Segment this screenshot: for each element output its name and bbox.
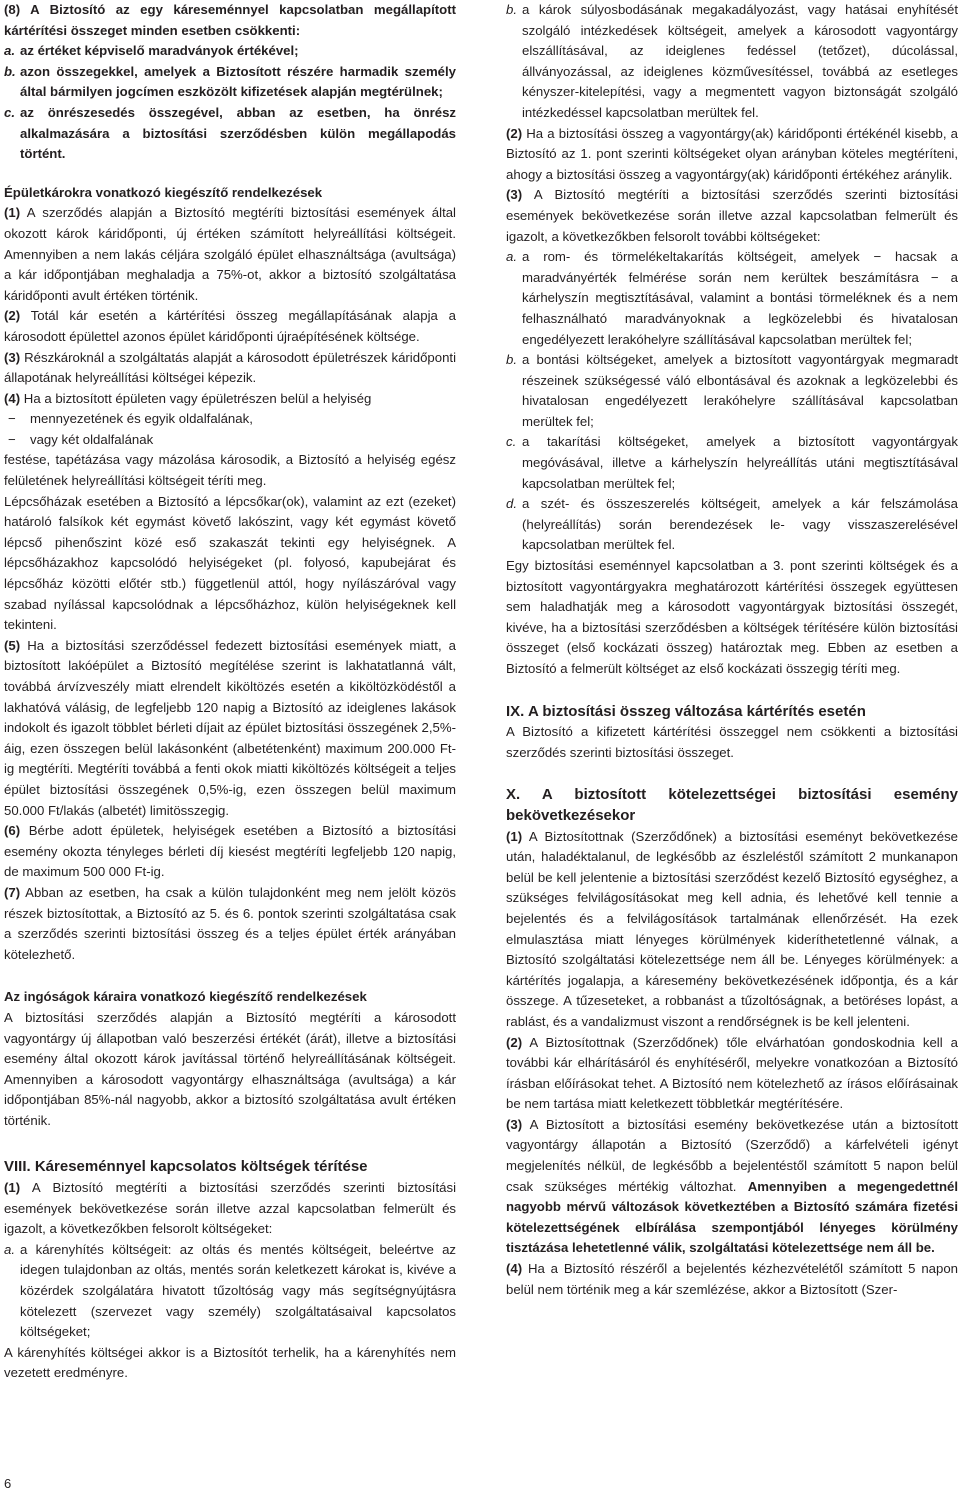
paragraph: (4) Ha a Biztosító részéről a bejelentés kézhezvételétől számított 5 napon belül nem történik meg a kár szemlézése, akkor a Biztosított (Szer- [506, 1261, 958, 1297]
paragraph: (1) A Biztosítottnak (Szerződőnek) a biztosítási eseményt bekövetkezése után, haladéktalanul, de legkésőbb az észleléstől számított 2 munkanapon belül be kell jelentenie a biztosítási szerződést kezelő Biztosító egységhez, a szükséges felvilágosításokat meg kell adnia, és lehetővé kell tennie a bejelentés és a felvilágosítások tartalmának ellenőrzését. Ha ezek elmulasztása miatt lényeges körülmények kideríthetetlenné válnak, a Biztosító szolgáltatási kötelezettsége nem áll be. Lényeges körülmények: a kártérítés jogalapja, a káresemény bekövetkezésének időpontja, és a kár összege. A tűzeseteket, a robbanást a tűzoltóságnak, a betöréses lopást, a rablást, és a vandalizmust viszont a rendőrségnek is be kell jelenteni. [506, 828, 959, 1029]
section-x-title: X. A biztosított kötelezettségei biztosítási esemény bekövetkezésekor [506, 786, 958, 824]
paragraph: Lépcsőházak esetében a Biztosító a lépcsőkar(ok), valamint az ezt (ezeket) határoló falsíkok két egymást követő lakószint, vagy két egymást követő lépcső pihenőszint közé eső szakaszát tekinti egy helyiségnek. A lépcsőházakhoz kapcsolódó helyiségeket (pl. folyosó, kapubejárat és lépcsőház közötti előtér stb.) függetlenül attól, hogy nyílászáróval vagy szabad nyílással kapcsolódnak a lépcsőházhoz, külön helyiségeknek kell tekinteni. [4, 493, 456, 633]
clause-8: (8) A Biztosító az egy káreseménnyel kapcsolatban megállapított kártérítési összeget minden esetben csökkenti: [4, 2, 456, 38]
paragraph: (2) A Biztosítottnak (Szerződőnek) tőle elvárhatóan gondoskodnia kell a további kár elhárításáról és enyhítéséről, melyekre vonatkozóan a Biztosító írásban előírásokat tehet. A Biztosító nem kötelezhető az írásos előírásainak be nem tartása miatt keletkezett többletkár megtérítésére. [506, 1034, 958, 1112]
paragraph: (5) Ha a biztosítási szerződéssel fedezett biztosítási események miatt, a biztosított lakóépület a Biztosító megítélése szerint is lakhatatlanná vált, továbbá árvízveszély miatt elrendelt kiköltözés esetén a kiköltözködéstől a lakhatóvá válásig, de legfeljebb 120 napig a Biztosító az ideiglenes lakások indokolt és igazolt többlet bérleti díjait az épület biztosítási összegének 2,5%-áig, ezen összegen belül lakásonként (albetétenként) maximum 200.000 Ft-ig megtéríti. Megtéríti továbbá a fenti okok miatti kiköltözés költségeit a teljes épület biztosítási összegének 0,5%-ig, ezen összegen belül maximum 50.000 Ft/lakás (albetét) limitösszegig. [4, 637, 456, 818]
left-column [4, 0, 456, 1384]
list-item: c. a takarítási költségeket, amelyek a biztosított vagyontárgyak megóvásával, illetve a kárhelyszín helyreállítás utáni megtisztításával kapcsolatban merültek fel; [506, 434, 958, 491]
list-item: d. a szét- és összeszerelés költségeit, amelyek a kár felszámolása (helyreállítás) során berendezések le- vagy visszaszerelésével kapcsolatban merültek fel. [506, 496, 958, 553]
paragraph: (3) A Biztosító megtéríti a biztosítási szerződés szerinti biztosítási események bekövetkezése során illetve azzal kapcsolatban felmerült és igazolt, a következőkben felsorolt további költségeket: [506, 187, 958, 244]
right-column [506, 0, 958, 1300]
building-section-title: Épületkárokra vonatkozó kiegészítő rendelkezések [4, 184, 323, 200]
movables-section-title: Az ingóságok káraira vonatkozó kiegészítő rendelkezések [4, 989, 367, 1005]
paragraph: (1) A Biztosító megtéríti a biztosítási szerződés szerinti biztosítási események bekövetkezése során illetve azzal kapcsolatban felmerült és igazolt, a következőkben felsorolt költségeket: [4, 1180, 456, 1237]
reduction-clause [4, 0, 456, 165]
list-item: a. a kárenyhítés költségeit: az oltás és mentés költségeit, beleértve az idegen tulajdonban az oltás, mentés során keletkezett károkat is, kivéve a közérdek szolgálatára hivatott tűzoltóság vagy más segítségnyújtásra kötelezett (szervezet vagy személy) szolgáltatásaival kapcsolatos költségeket; [4, 1241, 456, 1340]
section-viii-title: VIII. Káreseménnyel kapcsolatos költségek térítése [4, 1158, 368, 1176]
paragraph: festése, tapétázása vagy mázolása károsodik, a Biztosító a helyiség egész felületének helyreállítási költségeit téríti meg. [4, 452, 456, 489]
paragraph: (2) Totál kár esetén a kártérítési összeg megállapításának alapja a károsodott épülettel azonos épület káridőponti újraépítésének költsége. [4, 308, 456, 344]
list-item: b. a károk súlyosbodásának megakadályozást, vagy hatásai enyhítését szolgáló intézkedések költségeit, amelyek a károsodott vagyontárgy elszállításával, az ideiglenes fedéssel (tetőzet), dúcolással, állványozással, az ideiglenes közművesítéssel, továbbá az esetleges kényszer-kitelepítési, vagy a megmentett vagyon biztonságát szolgáló intézkedéssel kapcsolatban merültek fel. [506, 2, 958, 120]
list-item: a. az értéket képviselő maradványok értékével; [4, 43, 299, 59]
paragraph: (1) A szerződés alapján a Biztosító megtéríti biztosítási események által okozott károk káridőponti, új értéken számított helyreállítási költségeit. Amennyiben a nem lakás céljára szolgáló épület elhasználtsága (avultsága) a kár időpontjában meghaladja a 75%-ot, akkor a biztosító szolgáltatása káridőponti avult értéken történik. [4, 205, 456, 303]
paragraph: (4) Ha a biztosított épületen vagy épületrészen belül a helyiség [4, 390, 372, 406]
list-item: a. a rom- és törmelékeltakarítás költségeit, amelyek − hacsak a maradványérték felmérése során nem kerültek beszámításra − a kárhelyszín megtisztításával, valamint a bontási törmeléknek és a nem felhasználható maradványoknak a legközelebbi és hivatalosan engedélyezett lerakóhelyre szállításával kapcsolatban merültek fel; [506, 249, 958, 347]
paragraph: A kárenyhítés költségei akkor is a Biztosítót terhelik, ha a kárenyhítés nem vezetett eredményre. [4, 1344, 456, 1381]
section-ix-title: IX. A biztosítási összeg változása kártérítés esetén [506, 702, 866, 720]
list-item: b. a bontási költségeket, amelyek a biztosított vagyontárgyak megmaradt részeinek szükségessé váló elbontásával és azoknak a legközelebbi és hivatalosan engedélyezett lerakóhelyre szállításával kapcsolatban merültek fel; [506, 352, 958, 429]
list-item: b. azon összegekkel, amelyek a Biztosított részére harmadik személy által bármilyen jogcímen eszközölt kifizetések alapján megtérülnek; [4, 63, 456, 100]
paragraph: (7) Abban az esetben, ha csak a külön tulajdonként meg nem jelölt közös részek biztosítottak, a Biztosító az 5. és 6. pontok szerinti szolgáltatása csak a szerződés szerinti biztosítási összeg és a teljes épület érték arányában kötelezhető. [4, 884, 456, 962]
page-number: 6 [4, 1476, 12, 1491]
paragraph: (2) Ha a biztosítási összeg a vagyontárgy(ak) káridőponti értékénél kisebb, a Biztosító az 1. pont szerinti költségeket olyan arányban köteles megtéríteni, ahogy a biztosítási összeg a vagyontárgy(ak) káridőponti értékéhez aránylik. [506, 125, 958, 182]
list-item: c. az önrészesedés összegével, abban az esetben, ha önrész alkalmazására a biztosítási szerződésben külön megállapodás történt. [4, 104, 456, 162]
dash-item: − mennyezetének és egyik oldalfalának, [8, 411, 253, 427]
paragraph: (3) Részkároknál a szolgáltatás alapját a károsodott épületrészek káridőponti állapotának helyreállítási költségei képezik. [4, 349, 456, 386]
dash-item: − vagy két oldalfalának [8, 431, 154, 447]
paragraph: A biztosítási szerződés alapján a Biztosító megtéríti a károsodott vagyontárgy új állapotban való beszerzési értékét (árát), illetve a biztosítási esemény által okozott károk javítással történő helyreállításának költségeit. Amennyiben a károsodott vagyontárgy elhasználtsága (avultsága) a kár időpontjában 85%-nál nagyobb, akkor a biztosító szolgáltatása avult értéken történik. [4, 1009, 456, 1128]
paragraph: A Biztosító a kifizetett kártérítési összeggel nem csökkenti a biztosítási szerződés szerinti biztosítási összeget. [506, 724, 958, 760]
paragraph: (6) Bérbe adott épületek, helyiségek esetében a Biztosító a biztosítási esemény okozta tényleges bérleti díj kiesést megtéríti legfeljebb 120 napig, de maximum 500 000 Ft-ig. [4, 823, 457, 880]
paragraph: Egy biztosítási eseménnyel kapcsolatban a 3. pont szerinti költségek és a biztosított vagyontárgyakra meghatározott kártérítési összegek együttesen sem haladhatják meg a károsodott vagyontárgyak biztosítási összegét, kivéve, ha a biztosítási szerződésben a költségek térítésére külön biztosítási összeget (első kockázati összeg) határoztak meg. Ebben az esetben a Biztosító a felmerült költséget az első kockázati összegig téríti meg. [506, 558, 958, 676]
paragraph: (3) A Biztosított a biztosítási esemény bekövetkezése után a biztosított vagyontárgy állapotán a Biztosító (Szerződő) a kárfelvételi igényt megjelenítés nélkül, de legkésőbb a bejelentéstől számított 5 napon belül csak szükséges mértékig változhat. Amennyiben a megengedettnél nagyobb mérvű változások következtében a Biztosító számára fizetési kötelezettségének elbírálása szempontjából lényeges körülmény tisztázása lehetetlenné válik, szolgáltatási kötelezettsége nem áll be. [506, 1116, 958, 1256]
